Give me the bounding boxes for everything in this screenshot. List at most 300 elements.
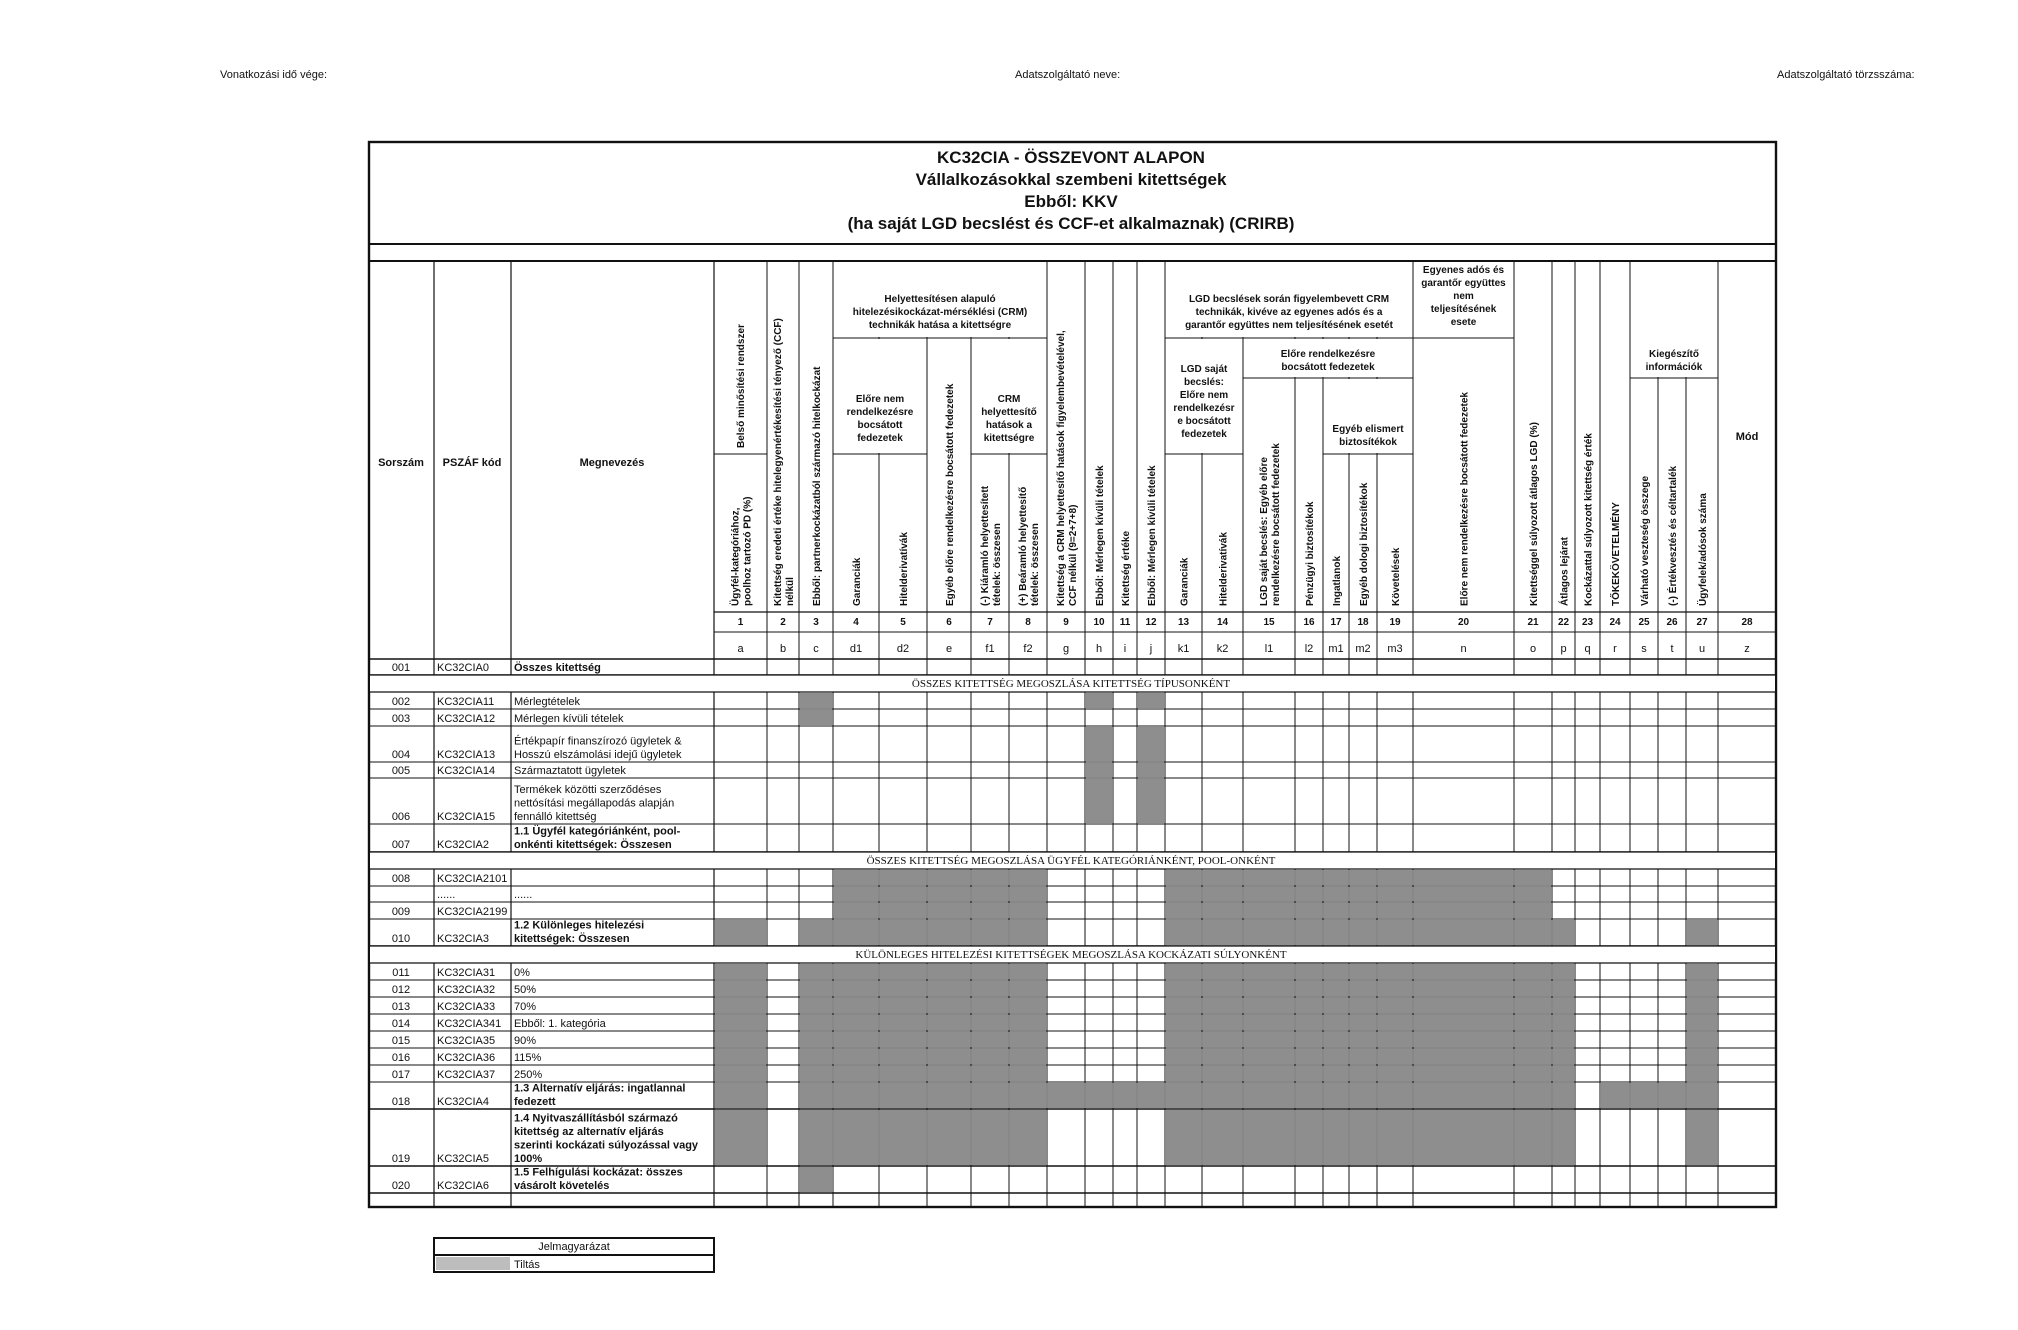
shaded-cell [1138, 1083, 1164, 1108]
column-header-s: Várható veszteség összege [1640, 475, 1651, 606]
shaded-cell [1515, 1066, 1551, 1081]
shaded-cell [1378, 1083, 1412, 1108]
shaded-cell [1687, 1015, 1717, 1030]
group-lgd-own-line: fedezetek [1181, 429, 1227, 440]
shaded-cell [1350, 964, 1376, 979]
group-other-collateral-line: Egyéb elismert [1332, 424, 1404, 435]
row-number: 015 [391, 1035, 411, 1047]
row-name: 115% [514, 1052, 542, 1064]
group-crm-effects-line: kitettségre [983, 433, 1035, 444]
column-letter-f1: f1 [985, 643, 995, 655]
shaded-cell [1378, 920, 1412, 945]
section-title: KÜLÖNLEGES HITELEZÉSI KITETTSÉGEK MEGOSZLÁSA KOCKÁZATI SÚLYONKÉNT [855, 949, 1287, 961]
column-header-k2: Hitelderivatívák [1218, 532, 1230, 606]
shaded-cell [928, 903, 970, 918]
shaded-cell [1138, 763, 1164, 777]
row-code: KC32CIA341 [437, 1018, 502, 1030]
shaded-cell [800, 1066, 832, 1081]
column-letter-i: i [1123, 643, 1127, 655]
shaded-cell [1324, 1110, 1348, 1165]
shaded-cell [1166, 998, 1201, 1013]
shaded-cell [880, 1015, 926, 1030]
row-name: kitettség az alternatív eljárás [514, 1126, 664, 1138]
shaded-cell [1350, 1049, 1376, 1064]
column-number-18: 18 [1357, 617, 1369, 628]
report-title-line-4: (ha saját LGD becslést és CCF-et alkalmaznak) (CRIRB) [847, 214, 1295, 233]
header-provider-name: Adatszolgáltató neve: [1015, 69, 1121, 81]
shaded-cell [1515, 920, 1551, 945]
shaded-cell [928, 981, 970, 996]
shaded-cell [1296, 1110, 1322, 1165]
header-mod: Mód [1735, 431, 1759, 443]
column-header-k1: Garanciák [1179, 557, 1191, 606]
shaded-cell [928, 1049, 970, 1064]
shaded-cell [1350, 1083, 1376, 1108]
column-number-25: 25 [1638, 617, 1650, 628]
column-letter-a: a [737, 643, 744, 655]
shaded-cell [800, 1032, 832, 1047]
shaded-cell [800, 964, 832, 979]
shaded-cell [800, 1110, 832, 1165]
group-crm-effects-line: CRM [997, 394, 1021, 405]
shaded-cell [1296, 1015, 1322, 1030]
shaded-cell [1244, 964, 1294, 979]
row-code: KC32CIA5 [437, 1153, 489, 1165]
column-letter-o: o [1529, 643, 1537, 655]
row-number: 011 [392, 967, 410, 979]
shaded-cell [1631, 1083, 1657, 1108]
shaded-cell [1138, 779, 1164, 823]
row-code: KC32CIA35 [437, 1035, 496, 1047]
shaded-cell [1414, 1049, 1513, 1064]
shaded-cell [1138, 727, 1164, 761]
shaded-cell [1553, 1066, 1574, 1081]
shaded-cell [1378, 1015, 1412, 1030]
shaded-cell [1296, 964, 1322, 979]
shaded-cell [1378, 981, 1412, 996]
shaded-cell [1010, 1110, 1046, 1165]
shaded-cell [1414, 887, 1513, 901]
shaded-cell [1515, 1110, 1551, 1165]
shaded-cell [1203, 998, 1242, 1013]
shaded-cell [1414, 998, 1513, 1013]
shaded-cell [928, 887, 970, 901]
shaded-cell [834, 1032, 878, 1047]
shaded-cell [1378, 1032, 1412, 1047]
shaded-cell [1203, 1083, 1242, 1108]
shaded-cell [1553, 1083, 1574, 1108]
column-letter-m2: m2 [1355, 643, 1371, 655]
shaded-cell [1687, 998, 1717, 1013]
row-name: 50% [514, 984, 537, 996]
group-crm-substitution-line: hitelezésikockázat-mérséklési (CRM) [852, 307, 1028, 318]
column-number-17: 17 [1330, 617, 1342, 628]
shaded-cell [834, 887, 878, 901]
column-header-m1: Ingatlanok [1332, 555, 1343, 606]
shaded-cell [1086, 693, 1112, 708]
column-number-20: 20 [1457, 617, 1470, 628]
row-code: KC32CIA4 [437, 1096, 489, 1108]
shaded-cell [1296, 920, 1322, 945]
report-title-line-2: Vállalkozásokkal szembeni kitettségek [915, 170, 1227, 189]
row-number: 018 [391, 1096, 411, 1108]
shaded-cell [1086, 1083, 1112, 1108]
shaded-cell [800, 1083, 832, 1108]
shaded-cell [834, 964, 878, 979]
shaded-cell [715, 981, 766, 996]
shaded-cell [715, 1015, 766, 1030]
shaded-cell [1515, 870, 1551, 885]
column-letter-t: t [1670, 643, 1674, 655]
row-name: vásárolt követelés [514, 1180, 610, 1192]
shaded-cell [1244, 1083, 1294, 1108]
shaded-cell [1553, 1049, 1574, 1064]
shaded-cell [1515, 1015, 1551, 1030]
shaded-cell [1414, 1083, 1513, 1108]
shaded-cell [1166, 981, 1201, 996]
column-number-15: 15 [1263, 617, 1275, 628]
shaded-cell [880, 870, 926, 885]
shaded-cell [1515, 887, 1551, 901]
shaded-cell [1553, 981, 1574, 996]
row-number: 012 [391, 984, 411, 996]
shaded-cell [1350, 998, 1376, 1013]
shaded-cell [880, 964, 926, 979]
group-double-default-line: nem [1453, 291, 1474, 302]
shaded-cell [800, 693, 832, 708]
column-number-8: 8 [1025, 617, 1031, 628]
shaded-cell [972, 903, 1008, 918]
column-header-f2: tételek: összesen [1030, 523, 1041, 606]
shaded-cell [880, 887, 926, 901]
shaded-cell [928, 1066, 970, 1081]
column-header-b: Kitettség eredeti értéke hitelegyenértékesítési tényező (CCF) [773, 318, 784, 606]
column-letter-j: j [1149, 643, 1153, 655]
shaded-cell [1350, 1110, 1376, 1165]
row-code: ...... [437, 889, 456, 901]
row-code: KC32CIA0 [437, 662, 489, 674]
shaded-cell [1296, 1066, 1322, 1081]
row-number: 017 [391, 1069, 411, 1081]
shaded-cell [834, 1049, 878, 1064]
row-code: KC32CIA11 [437, 696, 495, 708]
column-header-b: nélkül [785, 577, 796, 606]
column-number-21: 21 [1527, 617, 1539, 628]
header-period-end: Vonatkozási idő vége: [220, 69, 328, 81]
shaded-cell [880, 1032, 926, 1047]
shaded-cell [1687, 1049, 1717, 1064]
shaded-cell [834, 1083, 878, 1108]
row-number: 013 [391, 1001, 411, 1013]
row-name: 100% [514, 1153, 543, 1165]
row-code: KC32CIA32 [437, 984, 496, 996]
group-other-collateral-line: biztosítékok [1339, 437, 1397, 448]
row-code: KC32CIA6 [437, 1180, 489, 1192]
group-unfunded-line: Előre nem [855, 394, 905, 405]
header-provider-id: Adatszolgáltató törzsszáma: [1777, 69, 1915, 81]
shaded-cell [928, 870, 970, 885]
row-number: 005 [391, 765, 411, 777]
group-lgd-crm-line: garantőr együttes nem teljesítésének esetét [1185, 320, 1393, 331]
shaded-cell [1324, 903, 1348, 918]
column-number-28: 28 [1741, 617, 1753, 628]
shaded-cell [834, 981, 878, 996]
shaded-cell [1515, 964, 1551, 979]
column-number-3: 3 [813, 617, 819, 628]
column-letter-k1: k1 [1177, 643, 1190, 655]
row-code: KC32CIA2 [437, 839, 489, 851]
column-header-p: Átlagos lejárat [1559, 537, 1571, 606]
column-letter-l1: l1 [1264, 643, 1274, 655]
column-header-h: Ebből: Mérlegen kívüli tételek [1095, 465, 1106, 606]
shaded-cell [1166, 1032, 1201, 1047]
shaded-cell [1414, 1032, 1513, 1047]
column-header-a: poolhoz tartozó PD (%) [742, 496, 754, 606]
shaded-cell [1203, 887, 1242, 901]
row-number: 016 [391, 1052, 411, 1064]
row-code: KC32CIA12 [437, 713, 496, 725]
shaded-cell [1687, 1083, 1717, 1108]
shaded-cell [1166, 887, 1201, 901]
shaded-cell [880, 998, 926, 1013]
shaded-cell [715, 1083, 766, 1108]
shaded-cell [1203, 1066, 1242, 1081]
shaded-cell [928, 1015, 970, 1030]
column-header-d1: Garanciák [852, 557, 863, 606]
column-number-6: 6 [946, 617, 952, 628]
row-name: Mérlegtételek [514, 696, 581, 708]
legend-title: Jelmagyarázat [538, 1241, 610, 1253]
shaded-cell [972, 920, 1008, 945]
shaded-cell [1324, 964, 1348, 979]
shaded-cell [834, 1015, 878, 1030]
shaded-cell [1296, 887, 1322, 901]
column-number-2: 2 [780, 617, 786, 628]
column-number-19: 19 [1389, 617, 1401, 628]
shaded-cell [834, 920, 878, 945]
shaded-cell [880, 1110, 926, 1165]
shaded-cell [1350, 981, 1376, 996]
column-letter-r: r [1613, 643, 1617, 655]
column-letter-b: b [779, 643, 787, 655]
column-number-4: 4 [853, 617, 859, 628]
shaded-cell [1138, 693, 1164, 708]
group-lgd-own-line: e bocsátott [1177, 416, 1231, 427]
shaded-cell [1378, 903, 1412, 918]
shaded-cell [1086, 763, 1112, 777]
shaded-cell [1296, 998, 1322, 1013]
column-letter-f2: f2 [1023, 643, 1033, 655]
shaded-cell [1086, 779, 1112, 823]
column-number-23: 23 [1581, 617, 1594, 628]
shaded-cell [1350, 1032, 1376, 1047]
shaded-cell [1010, 1083, 1046, 1108]
row-code: KC32CIA33 [437, 1001, 496, 1013]
column-number-22: 22 [1557, 617, 1570, 628]
shaded-cell [1296, 981, 1322, 996]
row-name: Származtatott ügyletek [514, 765, 626, 777]
column-number-16: 16 [1303, 617, 1315, 628]
group-crm-effects-line: helyettesítő [981, 407, 1037, 418]
row-name: nettósítási megállapodás alapján [514, 797, 675, 810]
group-unfunded-line: rendelkezésre [846, 407, 914, 418]
group-unfunded-line: bocsátott [857, 420, 903, 431]
group-crm-substitution-line: technikák hatása a kitettségre [868, 320, 1012, 331]
column-letter-q: q [1584, 643, 1591, 655]
row-name: Termékek közötti szerződéses [514, 784, 662, 796]
shaded-cell [715, 1049, 766, 1064]
shaded-cell [1324, 981, 1348, 996]
row-name: 1.2 Különleges hitelezési [514, 919, 645, 932]
row-number: 003 [391, 713, 411, 725]
shaded-cell [972, 1083, 1008, 1108]
column-letter-s: s [1641, 643, 1647, 655]
column-header-l1: LGD saját becslés: Egyéb előre [1259, 457, 1270, 606]
row-name: Mérlegen kívüli tételek [514, 713, 624, 725]
shaded-cell [1010, 1049, 1046, 1064]
row-name: 90% [514, 1035, 537, 1047]
shaded-cell [1244, 870, 1294, 885]
shaded-cell [928, 920, 970, 945]
row-number: 008 [391, 873, 411, 885]
shaded-cell [1166, 1049, 1201, 1064]
column-letter-p: p [1560, 643, 1567, 655]
shaded-cell [1324, 1015, 1348, 1030]
row-number: 020 [391, 1180, 411, 1192]
shaded-cell [1166, 1110, 1201, 1165]
row-code: KC32CIA36 [437, 1052, 496, 1064]
shaded-cell [1166, 1015, 1201, 1030]
column-letter-c: c [813, 643, 819, 655]
shaded-cell [880, 1066, 926, 1081]
shaded-cell [1244, 981, 1294, 996]
row-number: 001 [391, 662, 411, 674]
shaded-cell [972, 1032, 1008, 1047]
shaded-cell [928, 1083, 970, 1108]
shaded-cell [1296, 1049, 1322, 1064]
shaded-cell [1114, 1083, 1136, 1108]
shaded-cell [880, 1049, 926, 1064]
shaded-cell [800, 981, 832, 996]
shaded-cell [1687, 1032, 1717, 1047]
header-pszaf-code: PSZÁF kód [442, 457, 502, 469]
shaded-cell [800, 1167, 832, 1192]
group-double-default-line: teljesítésének [1430, 304, 1497, 315]
column-letter-k2: k2 [1216, 643, 1229, 655]
row-code: KC32CIA2101 [437, 873, 508, 885]
column-number-13: 13 [1177, 617, 1190, 628]
shaded-cell [715, 1066, 766, 1081]
row-number: 004 [391, 749, 411, 761]
shaded-cell [1203, 964, 1242, 979]
column-header-l1: rendelkezésre bocsátott fedezetek [1271, 443, 1282, 606]
shaded-cell [972, 1015, 1008, 1030]
group-funded-line: bocsátott fedezetek [1281, 362, 1375, 373]
shaded-cell [1244, 1015, 1294, 1030]
column-number-10: 10 [1093, 617, 1105, 628]
shaded-cell [1414, 920, 1513, 945]
group-rating-system-line: Belső minősítési rendszer [736, 324, 747, 448]
column-letter-m3: m3 [1387, 643, 1403, 655]
row-name: kitettségek: Összesen [514, 933, 630, 945]
column-number-12: 12 [1145, 617, 1157, 628]
row-name: 70% [514, 1001, 537, 1013]
legend-swatch [436, 1257, 510, 1270]
shaded-cell [1553, 1110, 1574, 1165]
column-header-a: Ügyfél-kategóriához, [730, 507, 742, 606]
shaded-cell [1324, 920, 1348, 945]
shaded-cell [834, 870, 878, 885]
shaded-cell [1324, 1049, 1348, 1064]
shaded-cell [715, 1032, 766, 1047]
shaded-cell [1203, 903, 1242, 918]
shaded-cell [1296, 870, 1322, 885]
shaded-cell [1244, 1110, 1294, 1165]
shaded-cell [1687, 981, 1717, 996]
column-header-u: Ügyfelek/adósok száma [1698, 493, 1709, 606]
group-double-default-line: Egyenes adós és [1422, 265, 1505, 276]
column-number-7: 7 [987, 617, 993, 628]
column-number-11: 11 [1119, 617, 1131, 628]
shaded-cell [1166, 1066, 1201, 1081]
column-letter-d1: d1 [849, 643, 863, 655]
row-number: 002 [391, 696, 411, 708]
shaded-cell [1324, 998, 1348, 1013]
shaded-cell [1350, 887, 1376, 901]
shaded-cell [1244, 1049, 1294, 1064]
column-header-t: (-) Értékvesztés és céltartalék [1668, 465, 1679, 606]
shaded-cell [715, 920, 766, 945]
section-title: ÖSSZES KITETTSÉG MEGOSZLÁSA ÜGYFÉL KATEGÓRIÁNKÉNT, POOL-ONKÉNT [866, 855, 1276, 867]
shaded-cell [800, 1015, 832, 1030]
column-letter-l2: l2 [1304, 643, 1314, 655]
row-name: Hosszú elszámolási idejű ügyletek [514, 749, 682, 761]
group-supplementary-line: információk [1645, 362, 1703, 373]
column-letter-m1: m1 [1328, 643, 1344, 655]
report-title-line-3: Ebből: KKV [1024, 192, 1118, 211]
shaded-cell [1687, 1110, 1717, 1165]
shaded-cell [1414, 1066, 1513, 1081]
row-name: fennálló kitettség [514, 811, 597, 823]
column-letter-d2: d2 [896, 643, 910, 655]
header-megnevezes: Megnevezés [579, 457, 645, 469]
row-name: 1.3 Alternatív eljárás: ingatlannal [514, 1082, 686, 1095]
column-header-i: Kitettség értéke [1121, 530, 1132, 606]
shaded-cell [1378, 1066, 1412, 1081]
column-header-f2: (+) Beáramló helyettesítő [1018, 486, 1029, 606]
shaded-cell [1296, 1032, 1322, 1047]
group-double-default-line: garantőr együttes [1421, 278, 1506, 289]
shaded-cell [1414, 1110, 1513, 1165]
column-header-n: Előre nem rendelkezésre bocsátott fedezetek [1459, 392, 1471, 606]
row-number: 019 [391, 1153, 411, 1165]
column-header-m3: Követelések [1391, 547, 1402, 606]
shaded-cell [1048, 1083, 1084, 1108]
shaded-cell [928, 964, 970, 979]
shaded-cell [1378, 998, 1412, 1013]
shaded-cell [1553, 1015, 1574, 1030]
shaded-cell [715, 998, 766, 1013]
shaded-cell [1350, 1015, 1376, 1030]
column-number-24: 24 [1609, 617, 1621, 628]
row-name: szerinti kockázati súlyozással vagy [514, 1139, 699, 1152]
shaded-cell [1010, 887, 1046, 901]
column-header-r: TŐKEKÖVETELMÉNY [1611, 502, 1622, 606]
shaded-cell [800, 1049, 832, 1064]
shaded-cell [1414, 903, 1513, 918]
report-title-line-1: KC32CIA - ÖSSZEVONT ALAPON [937, 148, 1205, 167]
row-name: Ebből: 1. kategória [514, 1018, 606, 1030]
